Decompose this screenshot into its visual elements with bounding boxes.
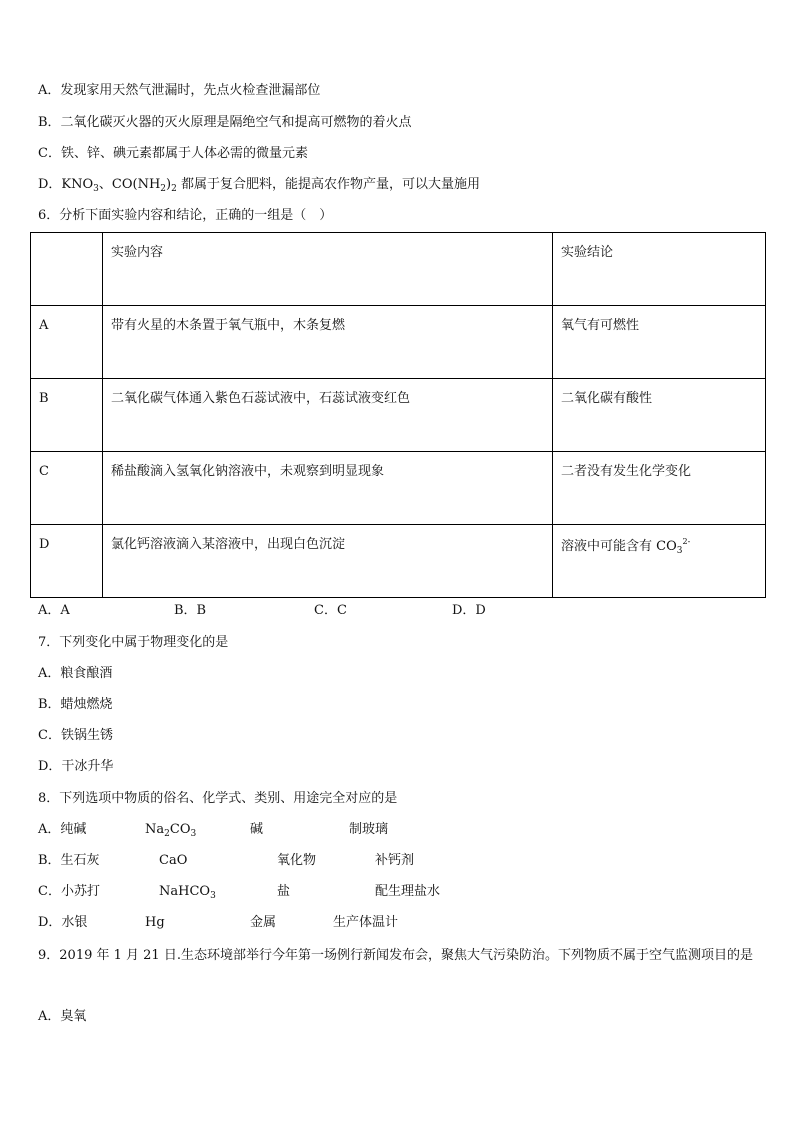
q8-formula: Hg bbox=[145, 915, 165, 930]
q6-answer-b[interactable]: B．B bbox=[174, 603, 207, 618]
q6-answer-c[interactable]: C．C bbox=[314, 603, 347, 618]
q5-option-b: B．二氧化碳灭火器的灭火原理是隔绝空气和提高可燃物的着火点 bbox=[38, 115, 412, 130]
q9-option-a: A．臭氧 bbox=[38, 1009, 87, 1024]
q6-stem: 6．分析下面实验内容和结论，正确的一组是（ ） bbox=[38, 208, 333, 223]
row-label: B bbox=[31, 379, 103, 452]
q8-label: A．纯碱 bbox=[38, 822, 87, 837]
q7-option-c: C．铁锅生锈 bbox=[38, 728, 113, 743]
q5-option-c: C．铁、锌、碘元素都属于人体必需的微量元素 bbox=[38, 146, 308, 161]
table-row bbox=[31, 379, 766, 452]
q8-use: 制玻璃 bbox=[349, 822, 389, 837]
row-label: A bbox=[31, 306, 103, 379]
q9-stem: 9．2019 年 1 月 21 日.生态环境部举行今年第一场例行新闻发布会，聚焦大气污染防治。下列物质不属于空气监测项目的是 bbox=[38, 948, 753, 963]
table-row bbox=[31, 452, 766, 525]
q8-label: D．水银 bbox=[38, 915, 88, 930]
q6-answer-a[interactable]: A．A bbox=[38, 603, 70, 618]
table-row bbox=[31, 306, 766, 379]
q8-category: 盐 bbox=[277, 884, 291, 899]
row-content: 二氧化碳气体通入紫色石蕊试液中，石蕊试液变红色 bbox=[103, 379, 553, 452]
row-content: 稀盐酸滴入氢氧化钠溶液中，未观察到明显现象 bbox=[103, 452, 553, 525]
header-cell-content: 实验内容 bbox=[103, 233, 553, 306]
header-cell-conclusion: 实验结论 bbox=[553, 233, 766, 306]
q6-answer-d[interactable]: D．D bbox=[452, 603, 486, 618]
row-label: C bbox=[31, 452, 103, 525]
q8-formula: NaHCO$_3$ bbox=[159, 884, 216, 901]
q5-option-d: D．$KNO_3$、$CO(NH_2)_2$ 都属于复合肥料，能提高农作物产量，可以大量施用 bbox=[38, 177, 480, 194]
q8-stem: 8．下列选项中物质的俗名、化学式、类别、用途完全对应的是 bbox=[38, 791, 398, 806]
q8-use: 生产体温计 bbox=[333, 915, 399, 930]
row-conclusion: 二者没有发生化学变化 bbox=[553, 452, 766, 525]
row-conclusion: 二氧化碳有酸性 bbox=[553, 379, 766, 452]
row-label: D bbox=[31, 525, 103, 598]
q8-label: B．生石灰 bbox=[38, 853, 100, 868]
experiment-table bbox=[30, 232, 766, 598]
header-cell-label bbox=[31, 233, 103, 306]
q7-option-b: B．蜡烛燃烧 bbox=[38, 697, 113, 712]
q8-use: 配生理盐水 bbox=[375, 884, 441, 899]
q5-option-a: A．发现家用天然气泄漏时，先点火检查泄漏部位 bbox=[38, 83, 321, 98]
q7-option-d: D．干冰升华 bbox=[38, 759, 114, 774]
q8-formula: $Na_2CO_3$ bbox=[145, 822, 197, 839]
row-content: 氯化钙溶液滴入某溶液中，出现白色沉淀 bbox=[103, 525, 553, 598]
q7-option-a: A．粮食酿酒 bbox=[38, 666, 113, 681]
table-header-row bbox=[31, 233, 766, 306]
q8-category: 金属 bbox=[250, 915, 277, 930]
q8-use: 补钙剂 bbox=[375, 853, 415, 868]
q8-category: 碱 bbox=[250, 822, 264, 837]
q8-category: 氧化物 bbox=[277, 853, 317, 868]
row-conclusion: 氧气有可燃性 bbox=[553, 306, 766, 379]
row-conclusion: 溶液中可能含有 $CO_3^{2-}$ bbox=[553, 525, 766, 598]
q6-answer-options bbox=[38, 604, 486, 617]
table-row bbox=[31, 525, 766, 598]
q8-formula: CaO bbox=[159, 853, 188, 868]
q8-label: C．小苏打 bbox=[38, 884, 100, 899]
row-content: 带有火星的木条置于氧气瓶中，木条复燃 bbox=[103, 306, 553, 379]
q7-stem: 7．下列变化中属于物理变化的是 bbox=[38, 635, 229, 650]
